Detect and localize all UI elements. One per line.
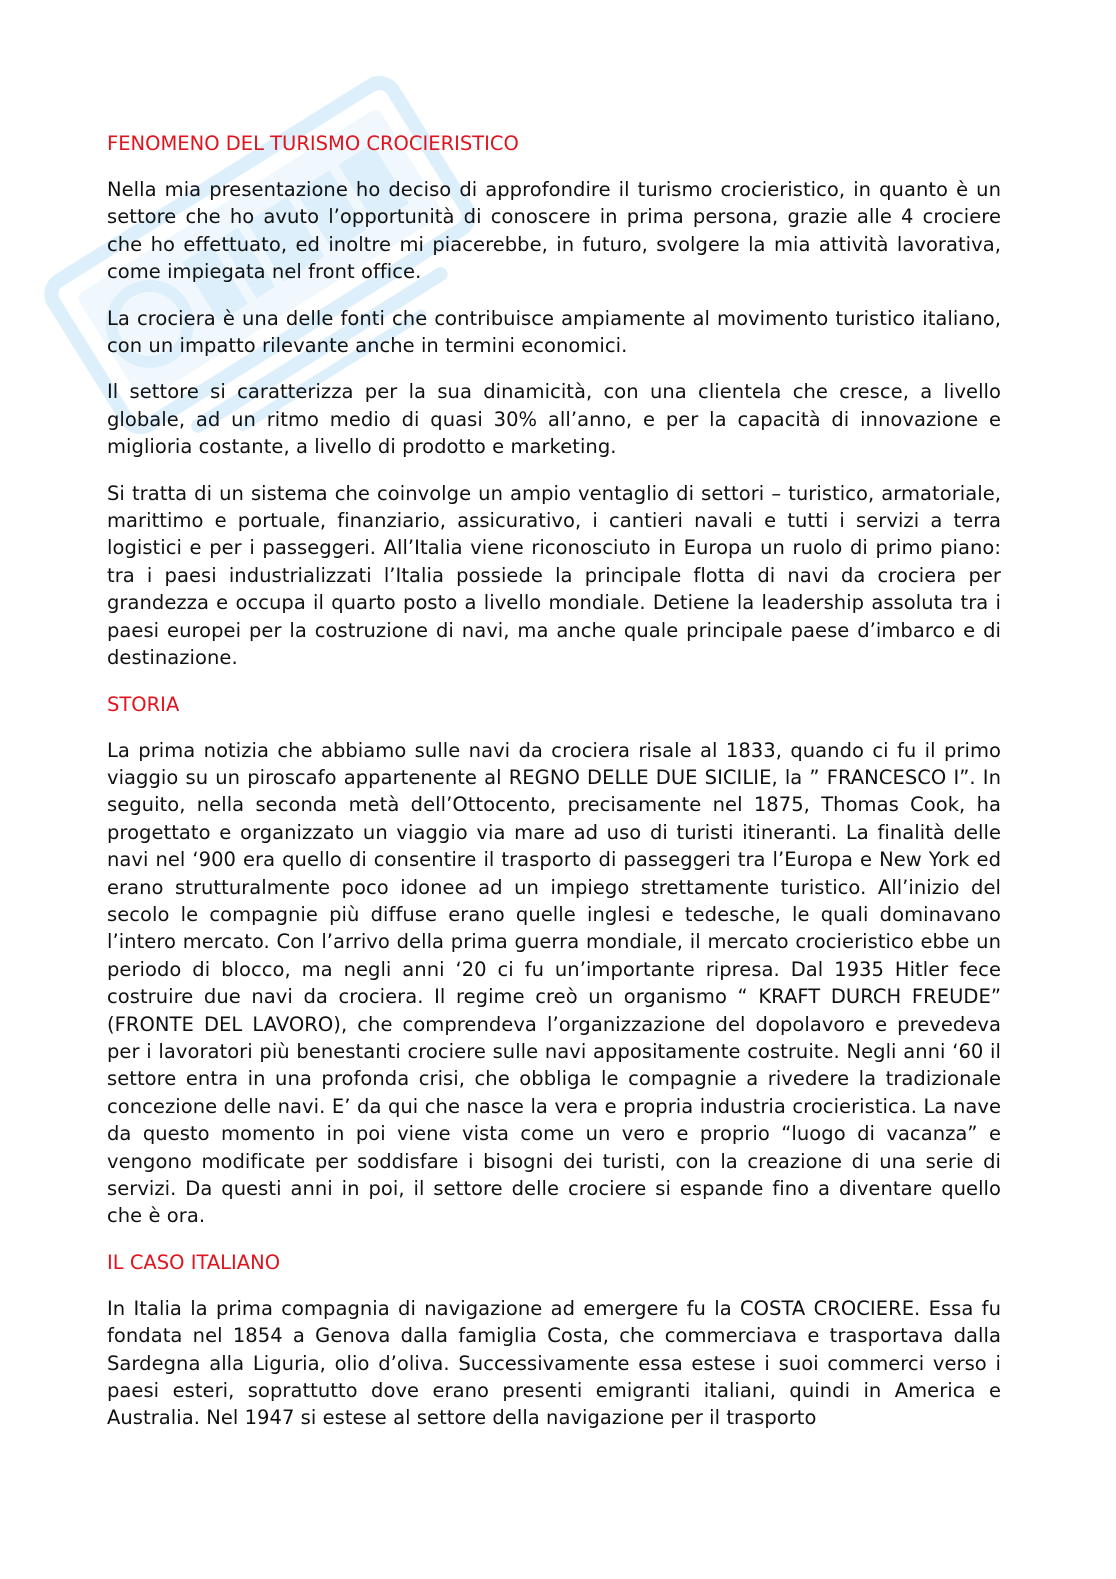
paragraph: La crociera è una delle fonti che contribuisce ampiamente al movimento turistico italiano, con un impatto rilevante anche in termini economici. <box>107 306 1001 358</box>
section-caso-italiano <box>107 1249 1001 1432</box>
paragraph: Il settore si caratterizza per la sua dinamicità, con una clientela che cresce, a livello globale, ad un ritmo medio di quasi 30% all’anno, e per la capacità di innovazione e miglioria costante, a livello di prodotto e marketing. <box>107 380 1001 459</box>
section-storia <box>107 691 1001 1230</box>
section-heading: IL CASO ITALIANO <box>107 1250 281 1274</box>
paragraph: La prima notizia che abbiamo sulle navi da crociera risale al 1833, quando ci fu il primo viaggio su un piroscafo appartenente al REGNO DELLE DUE SICILIE, la ” FRANCESCO I”. In seguito, nella seconda metà dell’Ottocento, precisamente nel 1875, Thomas Cook, ha progettato e organizzato un viaggio via mare ad uso di turisti itineranti. La finalità delle navi nel ‘900 era quello di consentire il trasporto di passeggeri tra l’Europa e New York ed erano strutturalmente poco idonee ad un impiego strettamente turistico. All’inizio del secolo le compagnie più diffuse erano quelle inglesi e tedesche, le quali dominavano l’intero mercato. Con l’arrivo della prima guerra mondiale, il mercato crocieristico ebbe un periodo di blocco, ma negli anni ‘20 ci fu un’importante ripresa. Dal 1935 Hitler fece costruire due navi da crociera. Il regime creò un organismo “ KRAFT DURCH FREUDE” (FRONTE DEL LAVORO), che comprendeva l’organizzazione del dopolavoro e prevedeva per i lavoratori più benestanti crociere sulle navi appositamente costruite. Negli anni ‘60 il settore entra in una profonda crisi, che obbliga le compagnie a rivedere la tradizionale concezione delle navi. E’ da qui che nasce la vera e propria industria crocieristica. La nave da questo momento in poi viene vista come un vero e proprio “luogo di vacanza” e vengono modificate per soddisfare i bisogni dei turisti, con la creazione di una serie di servizi. Da questi anni in poi, il settore delle crociere si espande fino a diventare quello che è ora. <box>107 738 1001 1228</box>
section-heading: STORIA <box>107 692 180 716</box>
section-fenomeno <box>107 130 1001 672</box>
paragraph: Si tratta di un sistema che coinvolge un ampio ventaglio di settori – turistico, armatoriale, marittimo e portuale, finanziario, assicurativo, i cantieri navali e tutti i servizi a terra logistici e per i passeggeri. All’Italia viene riconosciuto in Europa un ruolo di primo piano: tra i paesi industrializzati l’Italia possiede la principale flotta di navi da crociera per grandezza e occupa il quarto posto a livello mondiale. Detiene la leadership assoluta tra i paesi europei per la costruzione di navi, ma anche quale principale paese d’imbarco e di destinazione. <box>107 481 1001 670</box>
section-heading: FENOMENO DEL TURISMO CROCIERISTICO <box>107 132 519 155</box>
paragraph: In Italia la prima compagnia di navigazione ad emergere fu la COSTA CROCIERE. Essa fu fondata nel 1854 a Genova dalla famiglia Costa, che commerciava e trasportava dalla Sardegna alla Liguria, olio d’oliva. Successivamente essa estese i suoi commerci verso i paesi esteri, soprattutto dove erano presenti emigranti italiani, quindi in America e Australia. Nel 1947 si estese al settore della navigazione per il trasporto <box>107 1296 1001 1430</box>
document-page <box>107 130 1001 1432</box>
paragraph: Nella mia presentazione ho deciso di approfondire il turismo crocieristico, in quanto è un settore che ho avuto l’opportunità di conoscere in prima persona, grazie alle 4 crociere che ho effettuato, ed inoltre mi piacerebbe, in futuro, svolgere la mia attività lavorativa, come impiegata nel front office. <box>107 178 1001 284</box>
